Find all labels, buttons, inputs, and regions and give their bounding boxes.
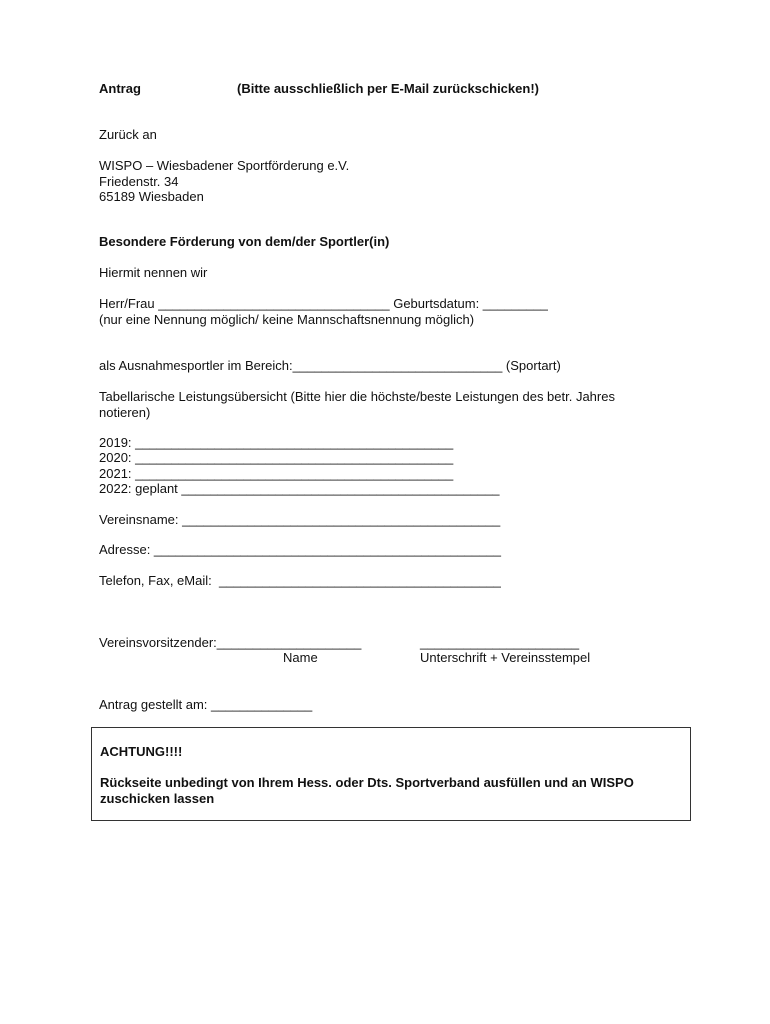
signature-field[interactable]: ______________________ [420,635,580,650]
club-address-field[interactable]: Adresse: ________________________________________________ [99,542,501,557]
year-2020-field[interactable]: 2020: ____________________________________________ [99,450,454,465]
year-2022-field[interactable]: 2022: geplant ____________________________________________ [99,481,500,496]
sport-field[interactable]: als Ausnahmesportler im Bereich:_____________________________ (Sportart) [99,358,561,373]
performance-text-2: notieren) [99,405,151,420]
notice-line-2: zuschicken lassen [100,791,215,806]
chair-field[interactable]: Vereinsvorsitzender:____________________ [99,635,362,650]
intro-text: Hiermit nennen wir [99,265,208,280]
year-2019-field[interactable]: 2019: ____________________________________________ [99,435,454,450]
notice-box [91,727,691,821]
person-note: (nur eine Nennung möglich/ keine Mannschaftsnennung möglich) [99,312,475,327]
section-heading: Besondere Förderung von dem/der Sportler(in) [99,234,390,249]
performance-text-1: Tabellarische Leistungsübersicht (Bitte hier die höchste/beste Leistungen des betr. Jahres [99,389,615,404]
address-line-3: 65189 Wiesbaden [99,189,204,204]
address-line-2: Friedenstr. 34 [99,174,179,189]
application-date-field[interactable]: Antrag gestellt am: ______________ [99,697,313,712]
signature-caption: Unterschrift + Vereinsstempel [420,650,591,665]
form-title: Antrag [99,81,141,96]
club-contact-field[interactable]: Telefon, Fax, eMail: _______________________________________ [99,573,501,588]
person-field[interactable]: Herr/Frau ________________________________ Geburtsdatum: _________ [99,296,548,311]
notice-title: ACHTUNG!!!! [100,744,183,759]
address-line-1: WISPO – Wiesbadener Sportförderung e.V. [99,158,350,173]
notice-line-1: Rückseite unbedingt von Ihrem Hess. oder Dts. Sportverband ausfüllen und an WISPO [100,775,634,790]
name-caption: Name [283,650,318,665]
return-instruction: (Bitte ausschließlich per E-Mail zurückschicken!) [237,81,539,96]
year-2021-field[interactable]: 2021: ____________________________________________ [99,466,454,481]
return-label: Zurück an [99,127,157,142]
club-name-field[interactable]: Vereinsname: ____________________________________________ [99,512,501,527]
